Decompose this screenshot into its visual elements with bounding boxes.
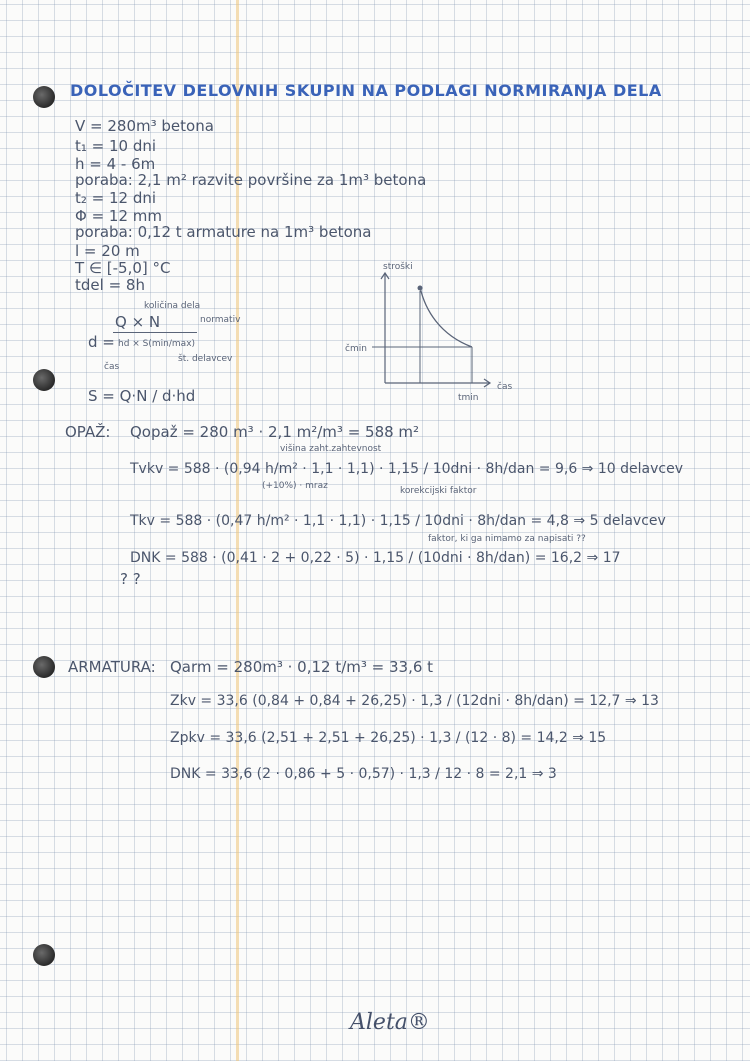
- fraction-bar: [113, 332, 197, 333]
- given-phi: Φ = 12 mm: [75, 207, 162, 225]
- armatura-heading: ARMATURA:: [68, 658, 156, 676]
- chart-ylabel: stroški: [383, 262, 413, 272]
- given-volume: V = 280m³ betona: [75, 117, 214, 135]
- armatura-quantity: Qarm = 280m³ · 0,12 t/m³ = 33,6 t: [170, 658, 434, 676]
- brand-logo: Aleta®: [350, 1010, 430, 1035]
- opaz-question-marks: ? ?: [120, 570, 141, 588]
- opaz-quantity: Qopaž = 280 m³ · 2,1 m²/m³ = 588 m²: [130, 423, 420, 441]
- given-t1: t₁ = 10 dni: [75, 137, 157, 155]
- cost-curve: [420, 287, 472, 347]
- given-height: h = 4 - 6m: [75, 155, 156, 173]
- note-kolicina-dela: količina dela: [144, 301, 201, 311]
- chart-xlabel: čas: [497, 382, 513, 392]
- formula-denominator: hd × S(min/max): [118, 339, 196, 349]
- opaz-heading: OPAŽ:: [65, 423, 111, 441]
- given-t2: t₂ = 12 dni: [75, 189, 157, 207]
- opaz-tkv: Tkv = 588 · (0,47 h/m² · 1,1 · 1,1) · 1,15 / 10dni · 8h/dan = 4,8 ⇒ 5 delavcev: [130, 513, 666, 529]
- page-title: DOLOČITEV DELOVNIH SKUPIN NA PODLAGI NORMIRANJA DELA: [70, 81, 662, 100]
- opaz-tvkv-note-faktor: korekcijski faktor: [400, 486, 477, 496]
- given-work-hours: tdel = 8h: [75, 276, 145, 294]
- note-normativ: normativ: [200, 315, 241, 325]
- chart-y-marker: čmin: [345, 344, 367, 354]
- armatura-zpkv: Zpkv = 33,6 (2,51 + 2,51 + 26,25) · 1,3 / (12 · 8) = 14,2 ⇒ 15: [170, 730, 607, 746]
- binder-hole-upper: [33, 369, 55, 391]
- formula-numerator: Q × N: [115, 313, 161, 331]
- armatura-zkv: Zkv = 33,6 (0,84 + 0,84 + 26,25) · 1,3 / (12dni · 8h/dan) = 12,7 ⇒ 13: [170, 693, 659, 709]
- armatura-dnk: DNK = 33,6 (2 · 0,86 + 5 · 0,57) · 1,3 / 12 · 8 = 2,1 ⇒ 3: [170, 766, 557, 782]
- binder-hole-bottom: [33, 944, 55, 966]
- opaz-dnk: DNK = 588 · (0,41 · 2 + 0,22 · 5) · 1,15 / (10dni · 8h/dan) = 16,2 ⇒ 17: [130, 550, 621, 566]
- note-cas: čas: [104, 362, 120, 372]
- binder-hole-lower: [33, 656, 55, 678]
- given-poraba-opaz: poraba: 2,1 m² razvite površine za 1m³ betona: [75, 171, 427, 189]
- binder-hole-top: [33, 86, 55, 108]
- formula-s: S = Q·N / d·hd: [88, 387, 196, 405]
- formula-d: d =: [88, 333, 115, 351]
- note-st-delavcev: št. delavcev: [178, 354, 233, 364]
- curve-start-point: [418, 286, 423, 291]
- given-temperature: T ∈ [-5,0] °C: [75, 259, 171, 277]
- chart-x-marker: tmin: [458, 393, 479, 403]
- opaz-tkv-note: faktor, ki ga nimamo za napisati ??: [428, 534, 586, 544]
- margin-line: [236, 0, 239, 1061]
- opaz-quantity-note: višina zaht.zahtevnost: [280, 444, 382, 454]
- given-length: l = 20 m: [75, 242, 140, 260]
- given-poraba-armatura: poraba: 0,12 t armature na 1m³ betona: [75, 223, 372, 241]
- opaz-tvkv: Tvkv = 588 · (0,94 h/m² · 1,1 · 1,1) · 1,15 / 10dni · 8h/dan = 9,6 ⇒ 10 delavcev: [130, 461, 683, 477]
- opaz-tvkv-note-mraz: (+10%) · mraz: [262, 481, 328, 491]
